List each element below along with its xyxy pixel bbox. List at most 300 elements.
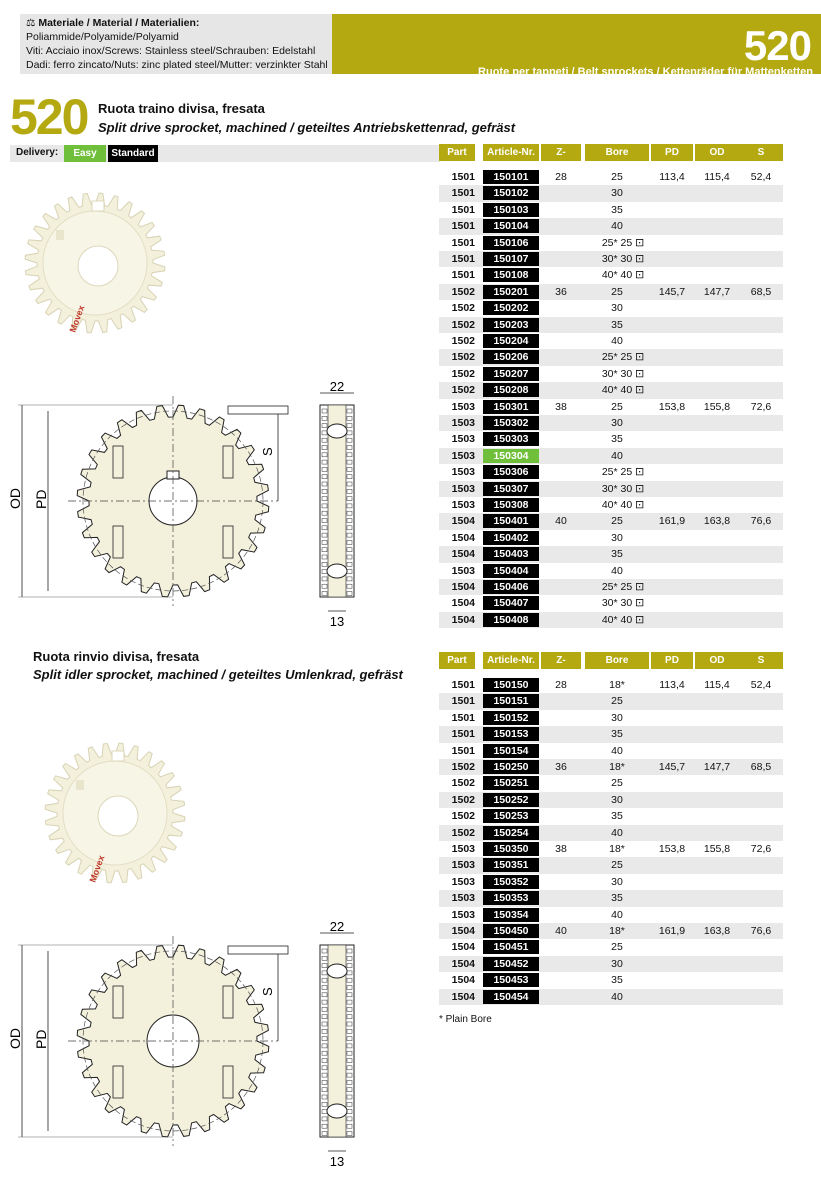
side-tooth [322, 1015, 327, 1019]
part-cell: 1503 [451, 875, 475, 888]
table-row [439, 431, 783, 447]
keyway-icon: ⊡ [635, 466, 645, 479]
column-header: PD [651, 652, 693, 669]
table-row [439, 726, 783, 742]
pd-label: PD [33, 489, 49, 509]
part-cell: 1502 [451, 302, 475, 315]
side-tooth [347, 540, 352, 544]
side-tooth [322, 1110, 327, 1114]
part-cell: 1503 [451, 466, 475, 479]
table-row [439, 366, 783, 382]
side-tooth [322, 1066, 327, 1070]
article-number-cell: 150251 [483, 776, 539, 790]
side-tooth [347, 511, 352, 515]
article-number-cell: 150203 [483, 318, 539, 332]
side-tooth [322, 460, 327, 464]
article-number-cell: 150308 [483, 498, 539, 512]
part-cell: 1504 [451, 581, 475, 593]
section1-title-en: Split drive sprocket, machined / geteiltes Antriebskettenrad, gefräst [98, 120, 516, 135]
screw-pocket [76, 780, 84, 790]
part-cell: 1501 [451, 171, 475, 183]
side-tooth [347, 526, 352, 530]
side-tooth [322, 555, 327, 559]
bore-cell: 40* 40 [601, 499, 633, 511]
s-cell: 68,5 [750, 285, 772, 298]
side-tooth [322, 1007, 327, 1011]
bore-cell: 25 [611, 285, 623, 298]
pd-cell: 145,7 [658, 761, 686, 773]
part-cell: 1504 [451, 925, 475, 937]
bore-hole [78, 246, 118, 286]
screw-pocket [112, 751, 124, 761]
side-screw [327, 564, 347, 578]
article-number-cell: 150301 [483, 400, 539, 414]
side-tooth [347, 956, 352, 960]
side-tooth [347, 1110, 352, 1114]
article-number-cell: 150204 [483, 334, 539, 348]
article-number-cell: 150208 [483, 383, 539, 397]
table-row [439, 612, 783, 628]
s-cell: 52,4 [750, 679, 772, 691]
side-tooth [347, 438, 352, 442]
series-subtitle: Ruote per tappeti / Belt sprockets / Kettenräder für Mattenketten [478, 66, 813, 78]
table-row [439, 382, 783, 398]
table-row [439, 415, 783, 431]
s-cell: 72,6 [750, 400, 772, 413]
part-cell: 1503 [451, 417, 475, 429]
bore-cell: 30 [611, 875, 623, 888]
part-cell: 1504 [451, 990, 475, 1003]
side-tooth [322, 431, 327, 435]
bore-cell: 18* [609, 843, 625, 855]
part-cell: 1504 [451, 597, 475, 610]
s-reference [228, 946, 288, 954]
part-cell: 1504 [451, 515, 475, 528]
bore-hole [98, 796, 138, 836]
table-row [439, 399, 783, 415]
bore-cell: 25* 25 [601, 466, 633, 479]
article-number-cell: 150102 [483, 186, 539, 200]
side-tooth [347, 577, 352, 581]
bore-cell: 35 [611, 548, 623, 561]
bore-cell: 40 [611, 908, 623, 921]
bore-cell: 30 [611, 793, 623, 806]
bore-cell: 35 [611, 892, 623, 905]
table-row [439, 857, 783, 873]
side-tooth [322, 949, 327, 953]
side-tooth [322, 446, 327, 450]
side-tooth [347, 1022, 352, 1026]
side-tooth [347, 409, 352, 413]
table-row [439, 825, 783, 841]
keyway-icon: ⊡ [635, 613, 645, 626]
teeth-cell: 40 [555, 515, 567, 528]
table-row [439, 972, 783, 988]
section1-title-it: Ruota traino divisa, fresata [98, 101, 265, 116]
part-cell: 1503 [451, 892, 475, 905]
table-row [439, 185, 783, 201]
side-tooth [347, 504, 352, 508]
keyway-icon: ⊡ [635, 269, 645, 282]
standard-badge: Standard [108, 145, 158, 162]
side-tooth [322, 592, 327, 596]
table-row [439, 267, 783, 283]
column-header: Part [439, 652, 475, 669]
table-row [439, 530, 783, 546]
side-tooth [347, 986, 352, 990]
brand-label: Movex [67, 303, 87, 334]
side-tooth [347, 475, 352, 479]
side-tooth [322, 1037, 327, 1041]
part-cell: 1501 [451, 187, 475, 200]
keyway-icon: ⊡ [635, 351, 645, 364]
side-tooth [322, 584, 327, 588]
series-number: 520 [743, 22, 811, 69]
table-row [439, 579, 783, 595]
part-cell: 1504 [451, 531, 475, 544]
article-number-cell: 150151 [483, 694, 539, 708]
side-tooth [322, 986, 327, 990]
part-cell: 1503 [451, 482, 475, 495]
section-number: 520 [10, 89, 88, 145]
part-cell: 1502 [451, 285, 475, 298]
part-cell: 1503 [451, 859, 475, 872]
column-header: Bore [585, 652, 649, 669]
article-number-cell: 150403 [483, 547, 539, 561]
table-row [439, 349, 783, 365]
od-cell: 163,8 [703, 515, 731, 528]
side-tooth [322, 526, 327, 530]
materials-box [20, 14, 332, 74]
table-row [439, 169, 783, 185]
bore-cell: 30 [611, 302, 623, 315]
table-row [439, 284, 783, 300]
bore-cell: 25 [611, 171, 623, 183]
article-number-cell: 150453 [483, 973, 539, 987]
materials-line: Viti: Acciaio inox/Screws: Stainless steel/Schrauben: Edelstahl [26, 45, 316, 57]
side-tooth [322, 519, 327, 523]
side-screw [327, 964, 347, 978]
table-row [439, 202, 783, 218]
table-row [439, 235, 783, 251]
table-row [439, 333, 783, 349]
s-label: S [260, 987, 275, 996]
od-cell: 115,4 [704, 171, 730, 183]
side-tooth [322, 482, 327, 486]
article-number-cell: 150304 [483, 449, 539, 463]
article-number-cell: 150307 [483, 482, 539, 496]
pd-cell: 113,4 [659, 171, 685, 183]
column-header: Article-Nr. [483, 652, 539, 669]
s-label: S [260, 447, 275, 456]
bore-cell: 25* 25 [601, 351, 633, 364]
table-row [439, 841, 783, 857]
pd-cell: 153,8 [658, 843, 686, 855]
bore-cell: 30 [611, 417, 623, 429]
side-tooth [322, 453, 327, 457]
part-cell: 1502 [451, 810, 475, 823]
article-number-cell: 150106 [483, 236, 539, 250]
side-tooth [322, 1124, 327, 1128]
column-header: Bore [585, 144, 649, 161]
side-tooth [347, 1066, 352, 1070]
part-cell: 1501 [451, 695, 475, 708]
article-number-cell: 150306 [483, 465, 539, 479]
side-tooth [322, 956, 327, 960]
side-tooth [322, 1102, 327, 1106]
bore-cell: 40 [611, 449, 623, 462]
hub-label: 13 [329, 614, 345, 629]
article-number-cell: 150351 [483, 858, 539, 872]
article-number-cell: 150202 [483, 301, 539, 315]
side-tooth [347, 1102, 352, 1106]
part-cell: 1503 [451, 499, 475, 511]
table-row [439, 874, 783, 890]
side-screw [327, 424, 347, 438]
bore-cell: 18* [609, 679, 625, 691]
sprocket-photo-drive [20, 168, 170, 368]
article-number-cell: 150354 [483, 908, 539, 922]
side-tooth [322, 533, 327, 537]
bore-cell: 35 [611, 974, 623, 987]
article-number-cell: 150250 [483, 760, 539, 774]
bore-cell: 40 [611, 744, 623, 757]
od-cell: 163,8 [703, 925, 731, 937]
bore-cell: 25 [611, 859, 623, 872]
teeth-cell: 38 [555, 400, 567, 413]
sprocket-drawing-drive [7, 379, 430, 629]
table-row [439, 907, 783, 923]
table-row [439, 464, 783, 480]
table-row [439, 890, 783, 906]
side-tooth [322, 1051, 327, 1055]
article-number-cell: 150207 [483, 367, 539, 381]
table-row [439, 792, 783, 808]
keyway-icon: ⊡ [635, 581, 645, 593]
part-cell: 1503 [451, 843, 475, 855]
teeth-cell: 40 [555, 925, 567, 937]
table-row [439, 743, 783, 759]
s-reference [228, 406, 288, 414]
side-tooth [322, 577, 327, 581]
bore-cell: 25 [611, 515, 623, 528]
bore-cell: 25* 25 [601, 236, 633, 249]
article-number-cell: 150451 [483, 940, 539, 954]
side-tooth [347, 584, 352, 588]
part-cell: 1502 [451, 351, 475, 364]
od-cell: 155,8 [703, 400, 731, 413]
part-cell: 1504 [451, 941, 475, 954]
bore-cell: 35 [611, 728, 623, 741]
side-tooth [322, 489, 327, 493]
side-tooth [347, 453, 352, 457]
side-tooth [322, 548, 327, 552]
article-number-cell: 150407 [483, 596, 539, 610]
hub-label: 13 [329, 1154, 345, 1169]
bore-cell: 40 [611, 335, 623, 347]
side-tooth [347, 1132, 352, 1136]
side-tooth [347, 1088, 352, 1092]
bore-cell: 35 [611, 433, 623, 446]
side-tooth [347, 1007, 352, 1011]
side-tooth [347, 548, 352, 552]
side-tooth [322, 1080, 327, 1084]
table-row [439, 808, 783, 824]
bore-cell: 40 [611, 564, 623, 577]
side-tooth [347, 1095, 352, 1099]
side-tooth [322, 971, 327, 975]
materials-heading: ⚖ Materiale / Material / Materialien: [26, 17, 200, 29]
side-tooth [347, 424, 352, 428]
bore-cell: 30* 30 [601, 482, 633, 495]
part-cell: 1501 [451, 728, 475, 741]
keyway-icon: ⊡ [635, 499, 645, 511]
part-cell: 1502 [451, 384, 475, 397]
table-row [439, 497, 783, 513]
bore-cell: 30* 30 [601, 597, 633, 610]
side-tooth [322, 993, 327, 997]
side-tooth [322, 1073, 327, 1077]
article-number-cell: 150150 [483, 678, 539, 692]
table-row [439, 300, 783, 316]
side-tooth [322, 1117, 327, 1121]
bore-cell: 30 [611, 187, 623, 200]
side-tooth [347, 467, 352, 471]
part-cell: 1504 [451, 548, 475, 561]
od-cell: 147,7 [703, 285, 731, 298]
table-row [439, 317, 783, 333]
part-cell: 1501 [451, 711, 475, 724]
s-cell: 72,6 [750, 843, 772, 855]
bore-cell: 18* [609, 761, 625, 773]
table-row [439, 595, 783, 611]
bore-cell: 35 [611, 810, 623, 823]
keyway-icon: ⊡ [635, 482, 645, 495]
teeth-cell: 36 [555, 285, 567, 298]
table-row [439, 513, 783, 529]
side-tooth [347, 971, 352, 975]
part-cell: 1502 [451, 318, 475, 331]
side-tooth [347, 497, 352, 501]
bore-cell: 35 [611, 318, 623, 331]
part-cell: 1501 [451, 253, 475, 265]
article-number-cell: 150350 [483, 842, 539, 856]
width-label: 22 [329, 919, 345, 934]
article-number-cell: 150107 [483, 252, 539, 266]
keyway-icon: ⊡ [635, 384, 645, 397]
column-header: S [739, 144, 783, 161]
table-row [439, 546, 783, 562]
part-cell: 1502 [451, 761, 475, 773]
pd-cell: 153,8 [658, 400, 686, 413]
bore-cell: 40* 40 [601, 613, 633, 626]
column-header: PD [651, 144, 693, 161]
width-label: 22 [329, 379, 345, 394]
bore-cell: 25 [611, 400, 623, 413]
side-tooth [347, 1051, 352, 1055]
column-header: S [739, 652, 783, 669]
column-header: Part [439, 144, 475, 161]
article-number-cell: 150450 [483, 924, 539, 938]
table-row [439, 710, 783, 726]
side-tooth [347, 1044, 352, 1048]
keyway-icon: ⊡ [635, 253, 645, 265]
table-row [439, 956, 783, 972]
bore-cell: 30 [611, 531, 623, 544]
pd-cell: 145,7 [658, 285, 686, 298]
side-tooth [322, 497, 327, 501]
article-number-cell: 150302 [483, 416, 539, 430]
table-row [439, 939, 783, 955]
bore-cell: 35 [611, 203, 623, 216]
pd-cell: 113,4 [659, 679, 685, 691]
side-tooth [347, 489, 352, 493]
side-tooth [347, 431, 352, 435]
side-tooth [322, 424, 327, 428]
column-header: Z- [541, 652, 581, 669]
side-tooth [322, 1029, 327, 1033]
part-cell: 1502 [451, 826, 475, 839]
part-cell: 1504 [451, 957, 475, 970]
section2-title-it: Ruota rinvio divisa, fresata [33, 649, 200, 664]
side-tooth [347, 1015, 352, 1019]
side-tooth [322, 562, 327, 566]
article-number-cell: 150253 [483, 809, 539, 823]
teeth-cell: 28 [555, 171, 567, 183]
article-number-cell: 150401 [483, 514, 539, 528]
s-cell: 76,6 [750, 925, 772, 937]
bore-cell: 25 [611, 695, 623, 708]
side-tooth [322, 409, 327, 413]
side-tooth [347, 1000, 352, 1004]
table-row [439, 251, 783, 267]
od-label: OD [7, 488, 23, 509]
side-tooth [347, 1124, 352, 1128]
article-number-cell: 150452 [483, 957, 539, 971]
part-cell: 1503 [451, 433, 475, 446]
teeth-cell: 36 [555, 761, 567, 773]
od-cell: 115,4 [704, 679, 730, 691]
side-tooth [347, 1037, 352, 1041]
side-tooth [347, 446, 352, 450]
side-tooth [347, 1117, 352, 1121]
side-tooth [322, 964, 327, 968]
side-tooth [322, 1000, 327, 1004]
side-tooth [347, 592, 352, 596]
bore-cell: 40 [611, 220, 623, 233]
article-number-cell: 150402 [483, 531, 539, 545]
side-tooth [322, 1022, 327, 1026]
delivery-label: Delivery: [16, 147, 59, 158]
article-number-cell: 150108 [483, 268, 539, 282]
side-tooth [347, 978, 352, 982]
side-tooth [322, 467, 327, 471]
article-number-cell: 150154 [483, 744, 539, 758]
footnote: * Plain Bore [439, 1014, 492, 1025]
article-number-cell: 150353 [483, 891, 539, 905]
part-cell: 1503 [451, 564, 475, 577]
bore-cell: 40* 40 [601, 384, 633, 397]
table-row [439, 693, 783, 709]
side-tooth [347, 460, 352, 464]
side-tooth [322, 504, 327, 508]
part-cell: 1502 [451, 777, 475, 790]
bore-cell: 25 [611, 941, 623, 954]
side-tooth [347, 964, 352, 968]
table-row [439, 563, 783, 579]
part-cell: 1501 [451, 203, 475, 216]
article-number-cell: 150454 [483, 990, 539, 1004]
